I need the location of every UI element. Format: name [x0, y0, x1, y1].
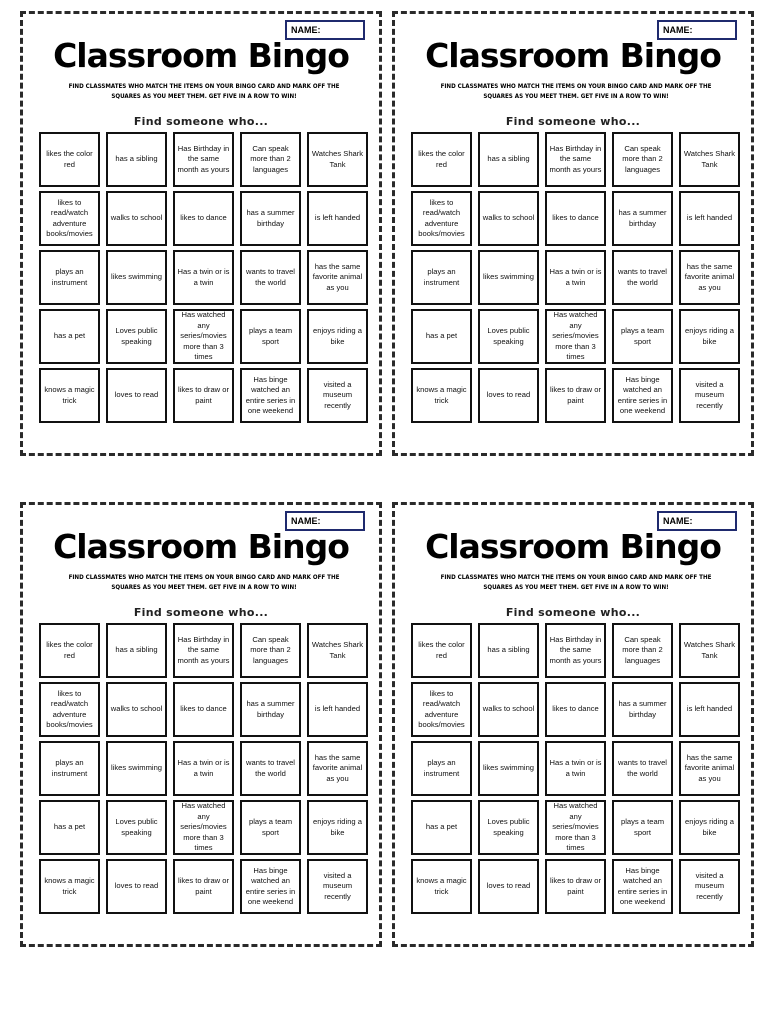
instructions — [43, 82, 365, 102]
bingo-grid — [411, 623, 741, 915]
bingo-square[interactable]: Loves public speaking — [478, 309, 539, 364]
name-label: NAME: — [291, 516, 321, 526]
bingo-square[interactable]: has the same favorite animal as you — [679, 741, 740, 796]
bingo-square[interactable]: knows a magic trick — [411, 859, 472, 914]
bingo-square[interactable]: likes to read/watch adventure books/movies — [411, 682, 472, 737]
bingo-square[interactable]: has a pet — [411, 309, 472, 364]
bingo-square[interactable]: visited a museum recently — [307, 368, 368, 423]
bingo-square[interactable]: knows a magic trick — [39, 859, 100, 914]
bingo-square[interactable]: has the same favorite animal as you — [679, 250, 740, 305]
bingo-square[interactable]: likes to draw or paint — [173, 859, 234, 914]
bingo-square[interactable]: plays an instrument — [39, 741, 100, 796]
bingo-square[interactable]: likes to draw or paint — [545, 859, 606, 914]
bingo-square[interactable]: likes swimming — [478, 250, 539, 305]
instructions — [415, 573, 737, 593]
bingo-square[interactable]: likes the color red — [39, 132, 100, 187]
bingo-square[interactable]: likes to dance — [545, 191, 606, 246]
bingo-square[interactable]: Has watched any series/movies more than 3 times — [173, 309, 234, 364]
bingo-square[interactable]: Loves public speaking — [106, 309, 167, 364]
bingo-square[interactable]: Has watched any series/movies more than 3 times — [173, 800, 234, 855]
bingo-square[interactable]: likes the color red — [39, 623, 100, 678]
bingo-square[interactable]: has the same favorite animal as you — [307, 741, 368, 796]
bingo-square[interactable]: likes the color red — [411, 623, 472, 678]
bingo-square[interactable]: is left handed — [307, 191, 368, 246]
bingo-card-4 — [392, 502, 754, 947]
bingo-square[interactable]: likes to dance — [545, 682, 606, 737]
bingo-grid — [39, 623, 369, 915]
bingo-square[interactable]: has a pet — [39, 800, 100, 855]
bingo-square[interactable]: Has Birthday in the same month as yours — [545, 623, 606, 678]
bingo-square[interactable]: wants to travel the world — [240, 250, 301, 305]
bingo-square[interactable]: Has a twin or is a twin — [545, 250, 606, 305]
bingo-card-1 — [20, 11, 382, 456]
card-title: Classroom Bingo — [425, 36, 721, 75]
instructions-line-1: FIND CLASSMATES WHO MATCH THE ITEMS ON YOUR BINGO CARD AND MARK OFF THE — [440, 83, 712, 90]
bingo-grid — [411, 132, 741, 424]
bingo-square[interactable]: has a summer birthday — [240, 191, 301, 246]
bingo-square[interactable]: likes to dance — [173, 191, 234, 246]
bingo-square[interactable]: visited a museum recently — [307, 859, 368, 914]
bingo-square[interactable]: Can speak more than 2 languages — [240, 132, 301, 187]
bingo-square[interactable]: enjoys riding a bike — [679, 309, 740, 364]
bingo-square[interactable]: enjoys riding a bike — [679, 800, 740, 855]
bingo-square[interactable]: enjoys riding a bike — [307, 800, 368, 855]
bingo-square[interactable]: Has binge watched an entire series in one weekend — [240, 368, 301, 423]
bingo-square[interactable]: has the same favorite animal as you — [307, 250, 368, 305]
bingo-square[interactable]: likes to dance — [173, 682, 234, 737]
instructions — [415, 82, 737, 102]
bingo-square[interactable]: Has a twin or is a twin — [173, 250, 234, 305]
bingo-square[interactable]: knows a magic trick — [411, 368, 472, 423]
instructions-line-1: FIND CLASSMATES WHO MATCH THE ITEMS ON YOUR BINGO CARD AND MARK OFF THE — [68, 574, 340, 581]
bingo-square[interactable]: plays a team sport — [612, 309, 673, 364]
bingo-square[interactable]: has a pet — [39, 309, 100, 364]
bingo-square[interactable]: likes to read/watch adventure books/movies — [39, 191, 100, 246]
bingo-square[interactable]: visited a museum recently — [679, 859, 740, 914]
bingo-square[interactable]: Has watched any series/movies more than 3 times — [545, 800, 606, 855]
bingo-square[interactable]: Has binge watched an entire series in one weekend — [612, 368, 673, 423]
bingo-card-3 — [20, 502, 382, 947]
bingo-square[interactable]: Loves public speaking — [478, 800, 539, 855]
bingo-square[interactable]: enjoys riding a bike — [307, 309, 368, 364]
bingo-square[interactable]: likes swimming — [106, 741, 167, 796]
bingo-square[interactable]: loves to read — [106, 859, 167, 914]
bingo-square[interactable]: has a summer birthday — [612, 191, 673, 246]
bingo-square[interactable]: Has Birthday in the same month as yours — [545, 132, 606, 187]
bingo-square[interactable]: has a pet — [411, 800, 472, 855]
bingo-square[interactable]: likes swimming — [478, 741, 539, 796]
find-someone-heading: Find someone who... — [505, 115, 641, 128]
bingo-square[interactable]: plays an instrument — [411, 741, 472, 796]
bingo-square[interactable]: Can speak more than 2 languages — [612, 623, 673, 678]
bingo-square[interactable]: likes swimming — [106, 250, 167, 305]
name-label: NAME: — [663, 25, 693, 35]
bingo-square[interactable]: Has watched any series/movies more than 3 times — [545, 309, 606, 364]
instructions-line-2: SQUARES AS YOU MEET THEM. GET FIVE IN A ROW TO WIN! — [111, 584, 297, 591]
bingo-square[interactable]: Has binge watched an entire series in one weekend — [240, 859, 301, 914]
bingo-square[interactable]: walks to school — [106, 682, 167, 737]
bingo-square[interactable]: has a summer birthday — [612, 682, 673, 737]
bingo-square[interactable]: likes to draw or paint — [173, 368, 234, 423]
name-label: NAME: — [663, 516, 693, 526]
bingo-square[interactable]: likes to draw or paint — [545, 368, 606, 423]
card-title: Classroom Bingo — [53, 36, 349, 75]
bingo-square[interactable]: loves to read — [106, 368, 167, 423]
bingo-square[interactable]: wants to travel the world — [612, 741, 673, 796]
instructions-line-2: SQUARES AS YOU MEET THEM. GET FIVE IN A ROW TO WIN! — [483, 93, 669, 100]
bingo-square[interactable]: likes to read/watch adventure books/movies — [39, 682, 100, 737]
bingo-square[interactable]: knows a magic trick — [39, 368, 100, 423]
bingo-square[interactable]: has a sibling — [478, 132, 539, 187]
card-title: Classroom Bingo — [425, 527, 721, 566]
find-someone-heading: Find someone who... — [133, 115, 269, 128]
bingo-square[interactable]: Watches Shark Tank — [307, 623, 368, 678]
instructions-line-2: SQUARES AS YOU MEET THEM. GET FIVE IN A ROW TO WIN! — [111, 93, 297, 100]
bingo-square[interactable]: plays an instrument — [411, 250, 472, 305]
bingo-square[interactable]: Has Birthday in the same month as yours — [173, 132, 234, 187]
name-label: NAME: — [291, 25, 321, 35]
bingo-square[interactable]: Can speak more than 2 languages — [612, 132, 673, 187]
instructions — [43, 573, 365, 593]
bingo-square[interactable]: Has a twin or is a twin — [173, 741, 234, 796]
bingo-square[interactable]: walks to school — [478, 682, 539, 737]
bingo-square[interactable]: has a sibling — [106, 132, 167, 187]
bingo-square[interactable]: has a sibling — [478, 623, 539, 678]
bingo-square[interactable]: Has a twin or is a twin — [545, 741, 606, 796]
bingo-square[interactable]: wants to travel the world — [612, 250, 673, 305]
card-title: Classroom Bingo — [53, 527, 349, 566]
bingo-square[interactable]: wants to travel the world — [240, 741, 301, 796]
bingo-square[interactable]: walks to school — [106, 191, 167, 246]
bingo-card-2 — [392, 11, 754, 456]
bingo-square[interactable]: has a summer birthday — [240, 682, 301, 737]
bingo-square[interactable]: Watches Shark Tank — [307, 132, 368, 187]
bingo-square[interactable]: plays a team sport — [240, 309, 301, 364]
bingo-square[interactable]: likes the color red — [411, 132, 472, 187]
bingo-square[interactable]: plays an instrument — [39, 250, 100, 305]
bingo-square[interactable]: is left handed — [679, 191, 740, 246]
bingo-square[interactable]: likes to read/watch adventure books/movies — [411, 191, 472, 246]
instructions-line-1: FIND CLASSMATES WHO MATCH THE ITEMS ON YOUR BINGO CARD AND MARK OFF THE — [68, 83, 340, 90]
bingo-square[interactable]: is left handed — [307, 682, 368, 737]
bingo-square[interactable]: walks to school — [478, 191, 539, 246]
bingo-square[interactable]: is left handed — [679, 682, 740, 737]
instructions-line-2: SQUARES AS YOU MEET THEM. GET FIVE IN A ROW TO WIN! — [483, 584, 669, 591]
bingo-square[interactable]: loves to read — [478, 368, 539, 423]
bingo-grid — [39, 132, 369, 424]
bingo-square[interactable]: Has binge watched an entire series in one weekend — [612, 859, 673, 914]
find-someone-heading: Find someone who... — [505, 606, 641, 619]
bingo-square[interactable]: loves to read — [478, 859, 539, 914]
bingo-square[interactable]: plays a team sport — [612, 800, 673, 855]
find-someone-heading: Find someone who... — [133, 606, 269, 619]
bingo-square[interactable]: Has Birthday in the same month as yours — [173, 623, 234, 678]
bingo-square[interactable]: Watches Shark Tank — [679, 132, 740, 187]
bingo-square[interactable]: Can speak more than 2 languages — [240, 623, 301, 678]
bingo-square[interactable]: has a sibling — [106, 623, 167, 678]
bingo-square[interactable]: plays a team sport — [240, 800, 301, 855]
bingo-square[interactable]: visited a museum recently — [679, 368, 740, 423]
bingo-square[interactable]: Watches Shark Tank — [679, 623, 740, 678]
bingo-square[interactable]: Loves public speaking — [106, 800, 167, 855]
instructions-line-1: FIND CLASSMATES WHO MATCH THE ITEMS ON YOUR BINGO CARD AND MARK OFF THE — [440, 574, 712, 581]
